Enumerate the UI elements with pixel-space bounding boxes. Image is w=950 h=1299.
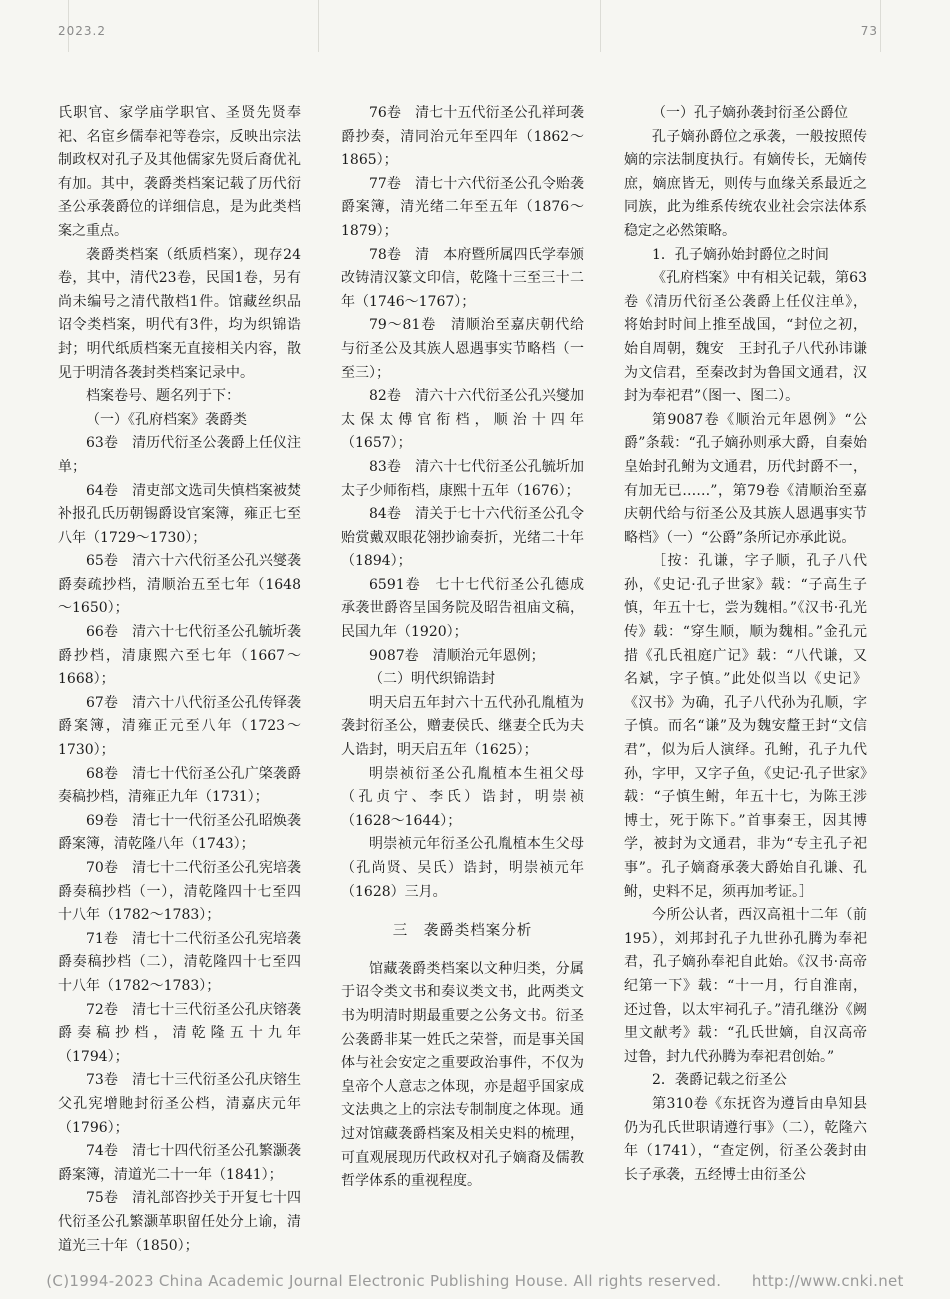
list-item: 64卷 清吏部文选司失慎档案被焚补报孔氏历朝锡爵设官案簿，雍正七至八年（1729～1730）； bbox=[58, 482, 301, 546]
list-item: 明天启五年封六十五代孙孔胤植为袭封衍圣公，赠妻侯氏、继妻仝氏为夫人诰封，明天启五年（1625）； bbox=[341, 694, 584, 759]
list-item: 74卷 清七十四代衍圣公孔繁灏袭爵案簿，清道光二十一年（1841）； bbox=[58, 1143, 301, 1183]
list-item: 73卷 清七十三代衍圣公孔庆镕生父孔宪增貤封衍圣公档，清嘉庆元年（1796）； bbox=[58, 1072, 301, 1136]
list-item: 明崇祯衍圣公孔胤植本生祖父母（孔贞宁、李氏）诰封，明崇祯（1628～1644）； bbox=[341, 765, 584, 829]
list-item: 71卷 清七十二代衍圣公孔宪培袭爵奏稿抄档（二），清乾隆四十七至四十八年（1782～1783）； bbox=[58, 930, 301, 994]
paragraph: ［按：孔谦，字子顺，孔子八代孙，《史记·孔子世家》载：“子高生子慎，年五十七，尝为魏相。”《汉书·孔光传》载：“穿生顺，顺为魏相。”金孔元措《孔氏祖庭广记》载：“八代谦，又名斌，字子慎。”此处似当以《史记》《汉书》为确，孔子八代孙为孔顺，字子慎。而名“谦”及为魏安釐王封“文信君”，似为后人演绎。孔鲋，孔子九代孙，字甲，又字子鱼，《史记·孔子世家》载：“子慎生鲋，年五十七，为陈王涉博士，死于陈下。”首事秦王，因其博学，被封为文通君，非为“专主孔子祀事”。孔子嫡裔承袭大爵始自孔谦、孔鲋，史料不足，须再加考证。］ bbox=[624, 553, 867, 900]
column-2 bbox=[341, 102, 584, 1194]
page-header bbox=[0, 0, 950, 60]
subheading: （一）《孔府档案》袭爵类 bbox=[86, 411, 247, 428]
list-item: 9087卷 清顺治元年恩例； bbox=[369, 647, 545, 664]
list-item: 65卷 清六十六代衍圣公孔兴燮袭爵奏疏抄档，清顺治五至七年（1648～1650）； bbox=[58, 553, 301, 617]
subheading: 1．孔子嫡孙始封爵位之时间 bbox=[652, 246, 829, 263]
list-item: 78卷 清 本府暨所属四氏学奉颁改铸清汉篆文印信，乾隆十三至三十二年（1746～1767）； bbox=[341, 246, 584, 310]
list-item: 70卷 清七十二代衍圣公孔宪培袭爵奏稿抄档（一），清乾隆四十七至四十八年（1782～1783）； bbox=[58, 860, 301, 924]
list-item: 84卷 清关于七十六代衍圣公孔令贻赏戴双眼花翎抄谕奏折，光绪二十年（1894）； bbox=[341, 506, 584, 570]
list-item: 83卷 清六十七代衍圣公孔毓圻加太子少师衔档，康熙十五年（1676）； bbox=[341, 458, 584, 499]
list-item: 75卷 清礼部咨抄关于开复七十四代衍圣公孔繁灏革职留任处分上谕，清道光三十年（1850）； bbox=[58, 1190, 301, 1254]
list-item: 72卷 清七十三代衍圣公孔庆镕袭爵奏稿抄档，清乾隆五十九年（1794）； bbox=[58, 1001, 301, 1065]
column-1 bbox=[58, 102, 301, 1258]
list-item: 77卷 清七十六代衍圣公孔令贻袭爵案簿，清光绪二年至五年（1876～1879）； bbox=[341, 175, 584, 239]
section-heading: 三 袭爵类档案分析 bbox=[392, 923, 533, 940]
page-number: 73 bbox=[860, 24, 878, 38]
list-item: 76卷 清七十五代衍圣公孔祥珂袭爵抄奏，清同治元年至四年（1862～1865）； bbox=[341, 105, 584, 169]
list-item: 63卷 清历代衍圣公袭爵上任仪注单； bbox=[58, 435, 301, 475]
paragraph: 氏职官、家学庙学职官、圣贤先贤奉祀、名宦乡儒奉祀等卷宗，反映出宗法制政权对孔子及其他儒家先贤后裔优礼有加。其中，袭爵类档案记载了历代衍圣公承袭爵位的详细信息，是为此类档案之重点。 bbox=[58, 105, 301, 239]
list-item: 69卷 清七十一代衍圣公孔昭焕袭爵案簿，清乾隆八年（1743）； bbox=[58, 812, 301, 853]
list-item: 67卷 清六十八代衍圣公孔传铎袭爵案簿，清雍正元至八年（1723～1730）； bbox=[58, 694, 301, 759]
header-rule bbox=[318, 0, 319, 52]
list-item: 66卷 清六十七代衍圣公孔毓圻袭爵抄档，清康熙六至七年（1667～1668）； bbox=[58, 624, 301, 688]
list-item: 79～81卷 清顺治至嘉庆朝代给与衍圣公及其族人恩遇事实节略档（一至三）； bbox=[341, 317, 584, 381]
list-item: 82卷 清六十六代衍圣公孔兴燮加太保太傅官衔档，顺治十四年（1657）； bbox=[341, 388, 584, 452]
copyright-footer: (C)1994-2023 China Academic Journal Electronic Publishing House. All rights reserved. http://www.cnki.net bbox=[46, 1272, 904, 1290]
paragraph: 馆藏袭爵类档案以文种归类，分属于诏令类文书和奏议类文书，此两类文书为明清时期最重要之公务文书。衍圣公袭爵非某一姓氏之荣誉，而是事关国体与社会安定之重要政治事件，不仅为皇帝个人意志之体现，亦是超乎国家成文法典之上的宗法专制制度之体现。通过对馆藏袭爵档案及相关史料的梳理，可直观展现历代政权对孔子嫡裔及儒教哲学体系的重视程度。 bbox=[341, 960, 584, 1190]
paragraph: 第9087卷《顺治元年恩例》“公爵”条载：“孔子嫡孙则承大爵，自秦始皇始封孔鲋为文通君，历代封爵不一，有加无已……”，第79卷《清顺治至嘉庆朝代给与衍圣公及其族人恩遇事实节略档》（一）“公爵”条所记亦承此说。 bbox=[624, 411, 867, 546]
list-item: 6591卷 七十七代衍圣公孔德成承袭世爵咨呈国务院及昭告祖庙文稿，民国九年（1920）； bbox=[341, 576, 584, 641]
subheading: 2．袭爵记载之衍圣公 bbox=[652, 1072, 787, 1089]
header-rule bbox=[880, 0, 881, 52]
paragraph: 袭爵类档案（纸质档案），现存24卷，其中，清代23卷，民国1卷，另有尚未编号之清代散档1件。馆藏丝织品诏令类档案，明代有3件，均为织锦诰封；明代纸质档案无直接相关内容，散见于明清各袭封类档案记录中。 bbox=[58, 246, 301, 381]
journal-issue: 2023.2 bbox=[58, 24, 106, 38]
column-3 bbox=[624, 102, 867, 1187]
paragraph: 孔子嫡孙爵位之承袭，一般按照传嫡的宗法制度执行。有嫡传长，无嫡传庶，嫡庶皆无，则传与血缘关系最近之同族，此为维系传统农业社会宗法体系稳定之必然策略。 bbox=[624, 128, 867, 239]
subheading: （二）明代织锦诰封 bbox=[369, 671, 495, 688]
paragraph: 今所公认者，西汉高祖十二年（前195），刘邦封孔子九世孙孔腾为奉祀君，孔子嫡孙奉祀自此始。《汉书·高帝纪第一下》载：“十一月，行自淮南，还过鲁，以太牢祠孔子。”清孔继汾《阙里文献考》载：“孔氏世嫡，自汉高帝过鲁，封九代孙腾为奉祀君创始。” bbox=[624, 907, 867, 1065]
paragraph: 档案卷号、题名列于下： bbox=[86, 388, 240, 405]
list-item: 明崇祯元年衍圣公孔胤植本生父母（孔尚贤、吴氏）诰封，明崇祯元年（1628）三月。 bbox=[341, 836, 584, 900]
paragraph: 《孔府档案》中有相关记载，第63卷《清历代衍圣公袭爵上任仪注单》，将始封时间上推至战国，“封位之初，始自周朝，魏安 王封孔子八代孙讳谦为文信君，至秦改封为鲁国文通君，汉封为奉祀君”（图一、图二）。 bbox=[624, 270, 867, 405]
paragraph: 第310卷《东抚咨为遵旨由阜知县仍为孔氏世职请遵行事》（二），乾隆六年（1741），“查定例，衍圣公袭封由长子承袭，五经博士由衍圣公 bbox=[624, 1095, 867, 1183]
list-item: 68卷 清七十代衍圣公孔广棨袭爵奏稿抄档，清雍正九年（1731）； bbox=[58, 765, 301, 806]
subheading: （一）孔子嫡孙袭封衍圣公爵位 bbox=[652, 105, 848, 121]
header-rule bbox=[600, 0, 601, 52]
